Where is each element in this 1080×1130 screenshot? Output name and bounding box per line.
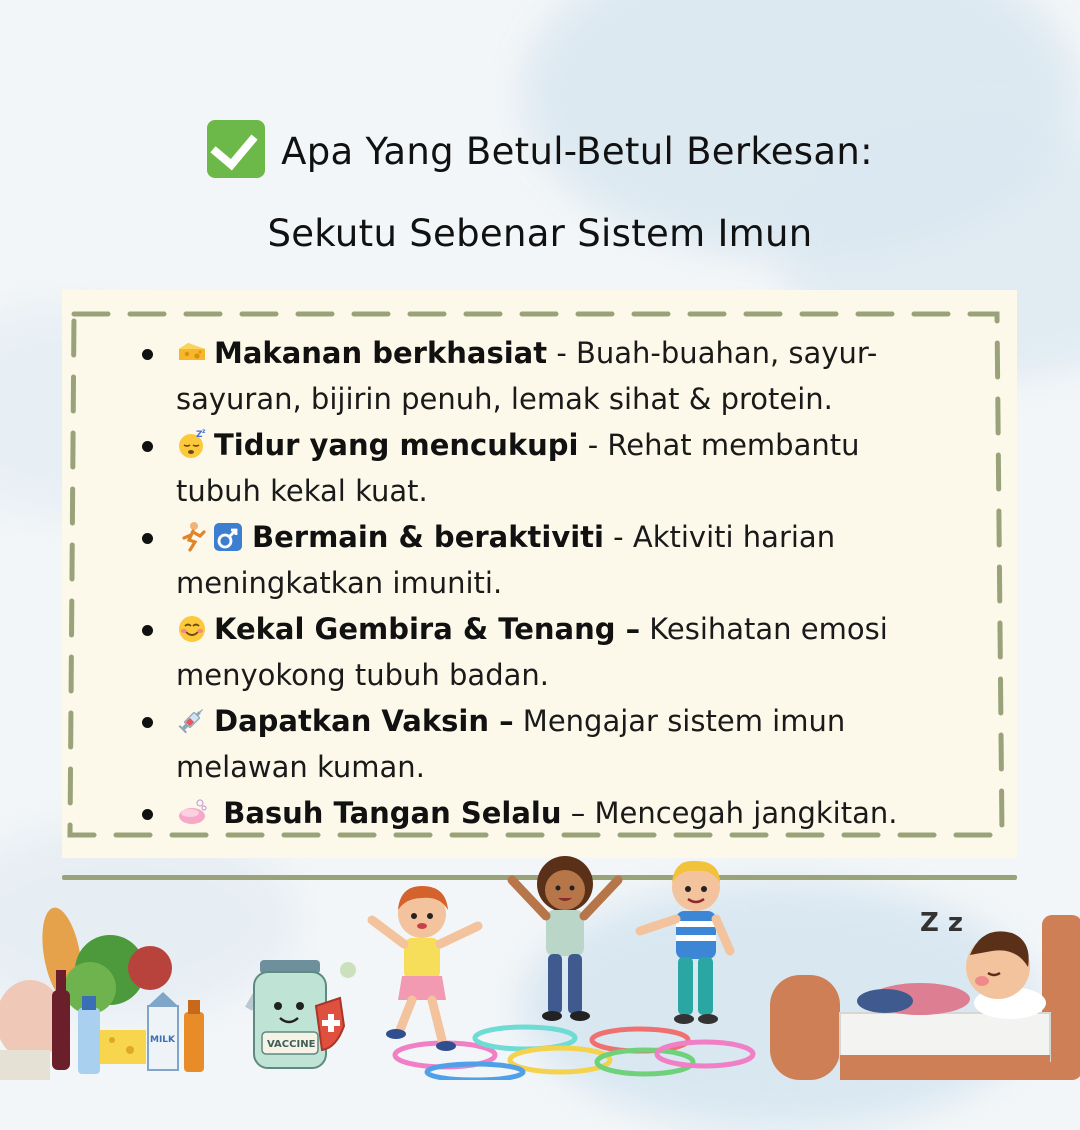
item-description: - Buah-buahan, sayur-sayuran, bijirin penuh, lemak sihat & protein. [176, 336, 878, 416]
item-description: Kesihatan emosi menyokong tubuh badan. [176, 612, 888, 692]
item-description: Mengajar sistem imun melawan kuman. [176, 704, 846, 784]
boy-cheering-illustration [500, 850, 630, 1030]
item-title: Bermain & beraktiviti [252, 520, 604, 554]
syringe-icon [176, 704, 208, 736]
list-item [110, 422, 930, 514]
item-title: Tidur yang mencukupi [214, 428, 579, 462]
girl-jumping-illustration [360, 880, 495, 1060]
groceries-illustration [0, 900, 215, 1080]
item-description: - Aktiviti harian meningkatkan imuniti. [176, 520, 836, 600]
list-item [110, 330, 930, 422]
svg-text:Z: Z [196, 430, 203, 440]
smiling-face-icon [176, 612, 208, 644]
item-title: Dapatkan Vaksin – [214, 704, 514, 738]
vaccine-character-illustration [230, 940, 360, 1080]
soap-icon [176, 796, 208, 828]
list-item [110, 606, 930, 698]
cheese-icon [176, 336, 208, 368]
zzz-text: Z z [920, 908, 964, 938]
check-mark-icon [207, 120, 265, 178]
boy-standing-illustration [630, 855, 750, 1035]
tips-list [110, 330, 930, 836]
item-description: - Rehat membantu tubuh kekal kuat. [176, 428, 860, 508]
sleeping-face-icon [176, 428, 208, 460]
sleeping-child-illustration [770, 895, 1080, 1080]
page-title-line-2: Sekutu Sebenar Sistem Imun [267, 212, 813, 255]
page-title-line-1: Apa Yang Betul-Betul Berkesan: [0, 120, 1080, 178]
vaccine-label: VACCINE [267, 1039, 316, 1050]
list-item [110, 514, 930, 606]
list-item [110, 698, 930, 790]
item-title: Kekal Gembira & Tenang – [214, 612, 641, 646]
item-description: – Mencegah jangkitan. [561, 796, 898, 830]
item-title: Makanan berkhasiat [214, 336, 548, 370]
item-title: Basuh Tangan Selalu [223, 796, 562, 830]
running-man-icon [176, 520, 246, 552]
list-item [110, 790, 930, 836]
milk-label: MILK [150, 1035, 176, 1045]
svg-text:z: z [202, 428, 206, 435]
